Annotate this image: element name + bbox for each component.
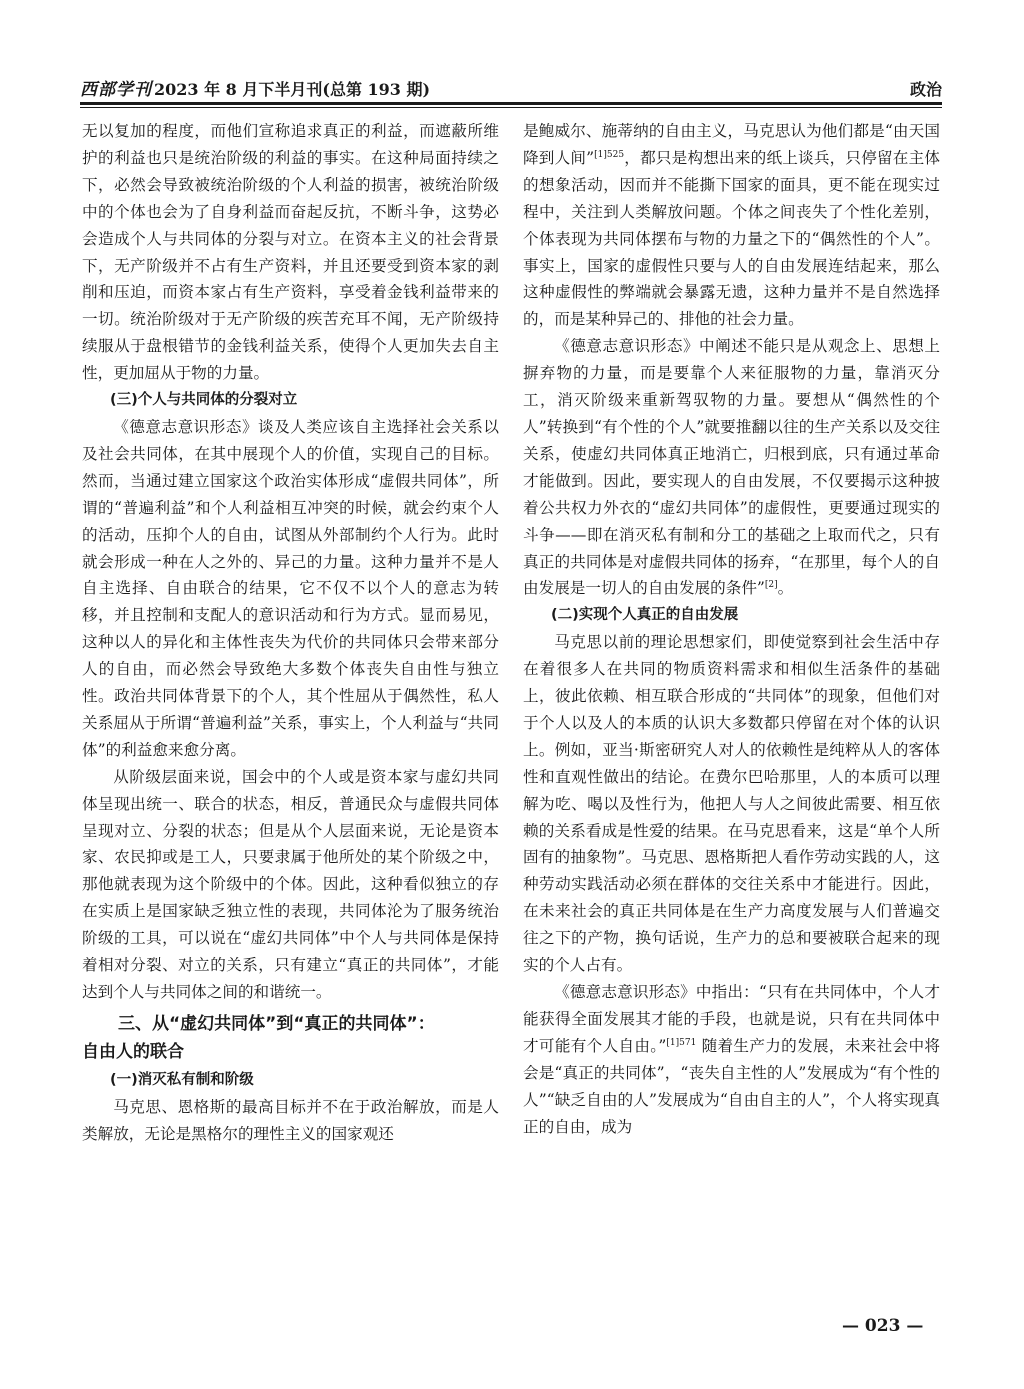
subsection-heading: (一)消灭私有制和阶级 [110,1071,254,1088]
journal-logo: 西部学刊 [80,80,152,100]
section-heading-line1: 三、从“虚幻共同体”到“真正的共同体”： [118,1013,435,1034]
citation: [1]571 [666,1037,697,1048]
paragraph [523,333,940,602]
paragraph-text: 随着生产力的发展，未来社会中将会是“真正的共同体”，“丧失自主性的人”发展成为“有个性的人”“缺乏自由的人”发展成为“自由自主的人”，个人将实现真正的自由，成为 [523,1036,940,1136]
running-header [80,74,942,100]
journal-title [80,75,430,100]
paragraph [523,979,940,1140]
paragraph-text: 。 [777,579,794,598]
paragraph-text: 《德意志意识形态》中阐述不能只是从观念上、思想上摒弃物的力量，而是要靠个人来征服物的力量，靠消灭分工，消灭阶级来重新驾驭物的力量。要想从“偶然性的个人”转换到“有个性的个人”就要推翻以往的生产关系以及交往关系，使虚幻共同体真正地消亡，归根到底，只有通过革命才能做到。因此，要实现人的自由发展，不仅要揭示这种披着公共权力外衣的“虚幻共同体”的虚假性，更要通过现实的斗争——即在消灭私有制和分工的基础之上取而代之，只有真正的共同体是对虚假共同体的扬弃，“在那里，每个人的自由发展是一切人的自由发展的条件” [523,337,940,598]
left-column [82,118,499,1148]
subsection-heading: (二)实现个人真正的自由发展 [551,607,739,624]
subsection-heading: (三)个人与共同体的分裂对立 [110,392,298,409]
paragraph: 马克思、恩格斯的最高目标并不在于政治解放，而是人类解放，无论是黑格尔的理性主义的国家观还 [82,1097,499,1143]
issue-info: 2023 年 8 月下半月刊(总第 193 期) [154,80,431,99]
right-column [523,118,940,1140]
paragraph-text: ，都只是构想出来的纸上谈兵，只停留在主体的想象活动，因而并不能撕下国家的面具，更不能在现实过程中，关注到人类解放问题。个体之间丧失了个性化差别，个体表现为共同体摆布与物的力量之下的“偶然性的个人”。事实上，国家的虚假性只要与人的自由发展连结起来，那么这种虚假性的弊端就会暴露无遗，这种力量并不是自然选择的，而是某种异己的、排他的社会力量。 [523,148,940,329]
page-number: — 023 — [842,1316,924,1336]
header-rule-thick [80,102,942,105]
section-heading-line2: 自由人的联合 [82,1042,184,1063]
citation: [1]525 [594,149,625,160]
paragraph-text: 《德意志意识形态》中指出：“只有在共同体中，个人才能获得全面发展其才能的手段，也就是说，只有在共同体中才可能有个人自由。” [523,983,940,1055]
section-heading [82,1010,499,1067]
citation: [2] [764,580,778,591]
paragraph [523,118,940,333]
paragraph: 《德意志意识形态》谈及人类应该自主选择社会关系以及社会共同体，在其中展现个人的价值，实现自己的目标。然而，当通过建立国家这个政治实体形成“虚假共同体”，所谓的“普遍利益”和个人利益相互冲突的时候，就会约束个人的活动，压抑个人的自由，试图从外部制约个人行为。此时就会形成一种在人之外的、异己的力量。这种力量并不是人自主选择、自由联合的结果，它不仅不以个人的意志为转移，并且控制和支配人的意识活动和行为方式。显而易见，这种以人的异化和主体性丧失为代价的共同体只会带来部分人的自由，而必然会导致绝大多数个体丧失自由性与独立性。政治共同体背景下的个人，其个性屈从于偶然性，私人关系屈从于所谓“普遍利益”关系，事实上，个人利益与“共同体”的利益愈来愈分离。 [82,417,499,759]
paragraph: 从阶级层面来说，国会中的个人或是资本家与虚幻共同体呈现出统一、联合的状态，相反，普通民众与虚假共同体呈现对立、分裂的状态；但是从个人层面来说，无论是资本家、农民抑或是工人，只要隶属于他所处的某个阶级之中，那他就表现为这个阶级中的个体。因此，这种看似独立的存在实质上是国家缺乏独立性的表现，共同体沦为了服务统治阶级的工具，可以说在“虚幻共同体”中个人与共同体是保持着相对分裂、对立的关系，只有建立“真正的共同体”，才能达到个人与共同体之间的和谐统一。 [82,767,499,1001]
paragraph-text: 是鲍威尔、施蒂纳的自由主义，马克思认为他们都是“由天国降到人间” [523,122,940,167]
header-rule-thin [80,107,942,108]
paragraph: 无以复加的程度，而他们宣称追求真正的利益，而遮蔽所维护的利益也只是统治阶级的利益的事实。在这种局面持续之下，必然会导致被统治阶级的个人利益的损害，被统治阶级中的个体也会为了自身利益而奋起反抗，不断斗争，这势必会造成个人与共同体的分裂与对立。在资本主义的社会背景下，无产阶级并不占有生产资料，并且还要受到资本家的剥削和压迫，而资本家占有生产资料，享受着金钱利益带来的一切。统治阶级对于无产阶级的疾苦充耳不闻，无产阶级持续服从于盘根错节的金钱利益关系，使得个人更加失去自主性，更加屈从于物的力量。 [82,122,499,383]
section-name: 政治 [909,80,942,99]
paragraph: 马克思以前的理论思想家们，即使觉察到社会生活中存在着很多人在共同的物质资料需求和相似生活条件的基础上，彼此依赖、相互联合形成的“共同体”的现象，但他们对于个人以及人的本质的认识大多数都只停留在对个体的认识上。例如，亚当·斯密研究人对人的依赖性是纯粹从人的客体性和直观性做出的结论。在费尔巴哈那里，人的本质可以理解为吃、喝以及性行为，他把人与人之间彼此需要、相互依赖的关系看成是性爱的结果。在马克思看来，这是“单个人所固有的抽象物”。马克思、恩格斯把人看作劳动实践的人，这种劳动实践活动必须在群体的交往关系中才能进行。因此，在未来社会的真正共同体是在生产力高度发展与人们普遍交往之下的产物，换句话说，生产力的总和要被联合起来的现实的个人占有。 [523,633,940,975]
